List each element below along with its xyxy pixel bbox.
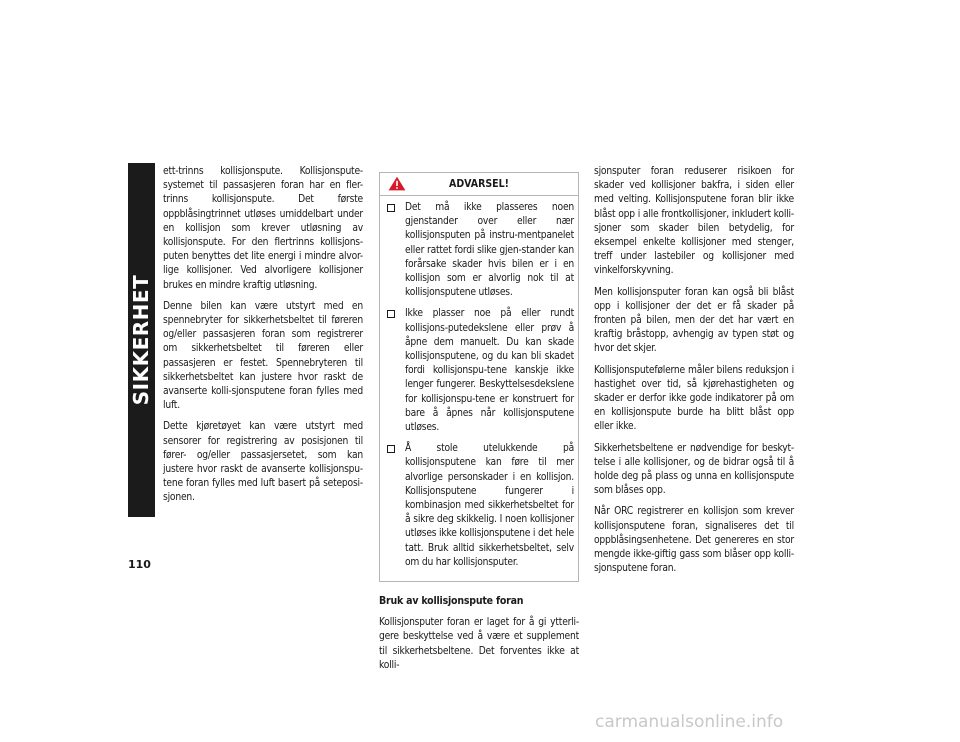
warning-triangle-icon <box>388 176 406 191</box>
warning-box <box>379 172 579 582</box>
paragraph: Kollisjonsputefølerne måler bilens reduksjon i hastighet over tid, så kjørehastigheten og skader er derfor ikke gode indikatorer på om en kollisjonspute burde ha blitt blåst opp eller ikke. <box>594 364 794 433</box>
paragraph: ett-trinns kollisjonspute. Kollisjonspute-systemet til passasjeren foran har en fler-trinns kollisjonspute. Det første oppblåsingtrinnet utløses umiddelbart under en kollisjon som krever utløsning av kollisjonspute. For den flertrinns kollisjons-puten benyttes det lite energi i mindre alvor-lige kollisjoner. Ved alvorligere kollisjoner brukes en mindre kraftig utløsning. <box>163 166 363 291</box>
paragraph: Sikkerhetsbeltene er nødvendige for beskyt-telse i alle kollisjoner, og de bidrar også til å holde deg på plass og unna en kollisjonspute som blåses opp. <box>594 442 794 497</box>
chapter-side-tab <box>128 163 155 517</box>
warning-item: Det må ikke plasseres noen gjenstander over eller nær kollisjonsputen på instru-mentpanelet eller rattet fordi slike gjen-stander kan forårsake skader hvis bilen er i en kollisjon som er alvorlig nok til at kollisjonsputene utløses. <box>384 201 574 300</box>
paragraph: sjonsputer foran reduserer risikoen for skader ved kollisjoner bakfra, i siden eller med velting. Kollisjonsputene foran blir ikke blåst opp i alle frontkollisjoner, inkludert kolli-sjoner som skader bilen betydelig, for eksempel enkelte kollisjoner med stenger, treff under lastebiler og kollisjoner med vinkelforskyvning. <box>594 166 794 277</box>
paragraph: Men kollisjonsputer foran kan også bli blåst opp i kollisjoner der det er få skader på fronten på bilen, men der det har vært en kraftig bråstopp, avhengig av typen støt og hvor det skjer. <box>594 286 794 355</box>
text-column-middle <box>379 172 579 680</box>
warning-title: ADVARSEL! <box>449 177 509 190</box>
chapter-title: SIKKERHET <box>129 274 154 406</box>
paragraph: Når ORC registrerer en kollisjon som krever kollisjonsputene foran, signaliseres det til oppblåsingsenhetene. Det genereres en stor mengde ikke-giftig gass som blåser opp kolli-sjonsputene foran. <box>594 506 794 575</box>
warning-header <box>380 173 578 196</box>
warning-item: Å stole utelukkende på kollisjonsputene kan føre til mer alvorlige personskader i en kollisjon. Kollisjonsputene fungerer i kombinasjon med sikkerhetsbeltet for å sikre deg skikkelig. I noen kollisjoner utløses ikke kollisjonsputene i det hele tatt. Bruk alltid sikkerhetsbeltet, selv om du har kollisjonsputer. <box>384 442 574 570</box>
page-number: 110 <box>128 558 151 571</box>
paragraph: Dette kjøretøyet kan være utstyrt med sensorer for registrering av posisjonen til fører- og/eller passasjersetet, som kan justere hvor raskt de avanserte kollisjonspu-tene foran fylles med luft basert på seteposi-sjonen. <box>163 421 363 504</box>
text-column-left <box>163 165 363 513</box>
warning-list <box>380 196 578 581</box>
section-heading: Bruk av kollisjonspute foran <box>379 595 524 608</box>
paragraph: Denne bilen kan være utstyrt med en spennebryter for sikkerhetsbeltet til føreren og/eller passasjeren foran som registrerer om sikkerhetsbeltet til føreren eller passasjeren er festet. Spennebryteren til sikkerhetsbeltet kan justere hvor raskt de avanserte kolli-sjonsputene foran fylles med luft. <box>163 300 363 412</box>
paragraph: Kollisjonsputer foran er laget for å gi ytterli-gere beskyttelse ved å være et supplement til sikkerhetsbeltene. Det forventes ikke at kolli- <box>379 617 579 671</box>
watermark: carmanualsonline.info <box>595 712 784 732</box>
text-column-right <box>594 165 794 583</box>
warning-item: Ikke plasser noe på eller rundt kollisjons-putedekslene eller prøv å åpne dem manuelt. Du kan skade kollisjonsputene, og du kan bli skadet fordi kollisjonspu-tene kanskje ikke lenger fungerer. Beskyttelsesdekslene for kollisjonspu-tene er konstruert for bare å åpnes når kollisjonsputene utløses. <box>384 307 574 435</box>
